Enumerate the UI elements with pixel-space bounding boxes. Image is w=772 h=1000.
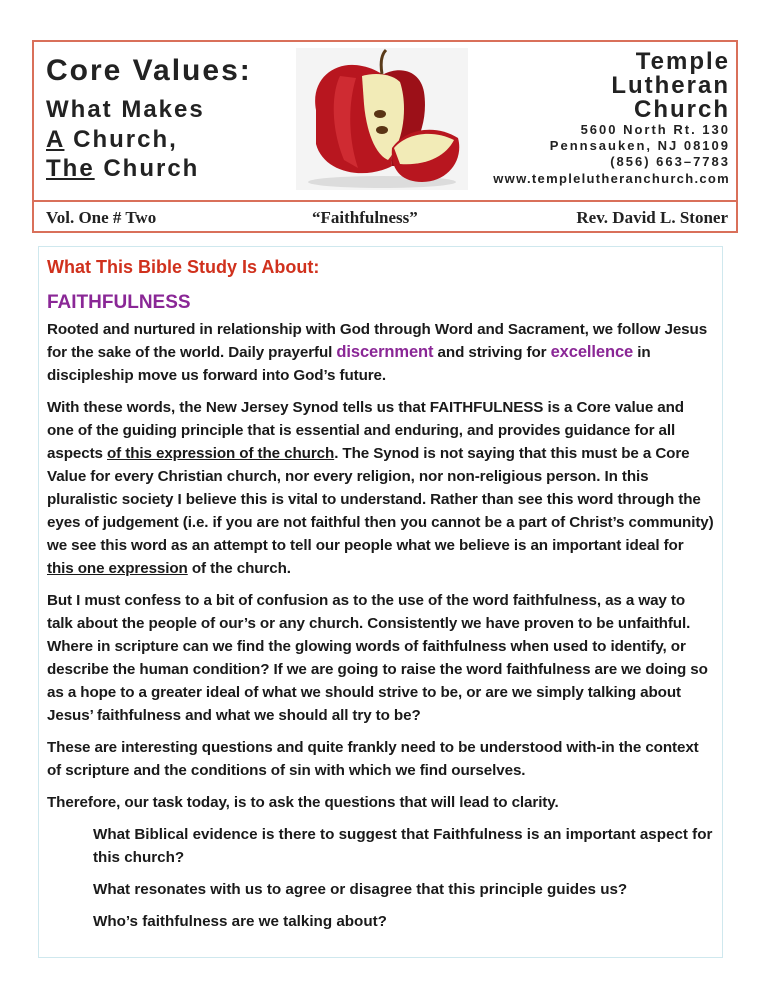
paragraph-questions-intro: These are interesting questions and quite frankly need to be understood with-in the context of scripture and the conditions of sin with which we find ourselves. [47,739,699,779]
church-name [611,50,730,122]
header-top [34,42,736,202]
subtitle-line3-rest: Church [94,155,200,182]
apple-image [296,48,468,190]
paragraph-mission-statement [47,318,714,387]
bible-study-content [38,246,723,958]
subtitle-line2-rest: Church, [64,126,178,153]
series-subtitle-line2 [46,126,178,154]
church-name-line3: Church [634,96,730,123]
study-question: Who’s faithfulness are we talking about? [93,913,387,930]
street-address: 5600 North Rt. 130 [580,122,730,137]
underlined-word-a: A [46,126,65,153]
paragraph-text: With these words, the New Jersey Synod tells us that FAITHFULNESS is a Core value and one of the guiding principle that is essential and enduring, and provides guidance for all aspects [47,399,684,462]
keyword-discernment: discernment [336,343,434,361]
paragraph-text: Rooted and nurtured in relationship with God through Word and Sacrament, we follow Jesus for the sake of the world. Daily prayerful [47,321,708,361]
section-heading: What This Bible Study Is About: [47,257,320,277]
paragraph-task: Therefore, our task today, is to ask the questions that will lead to clarity. [47,794,559,811]
section-subheading: FAITHFULNESS [47,292,191,313]
apple-illustration [296,48,468,190]
city-state-zip: Pennsauken, NJ 08109 [549,138,730,153]
church-name-line1: Temple [635,48,730,75]
study-question: What Biblical evidence is there to suggest that Faithfulness is an important aspect for this church? [93,826,713,866]
church-name-line2: Lutheran [611,72,730,99]
keyword-excellence: excellence [550,343,634,361]
header-info-bar [34,202,736,233]
underlined-word-the: The [46,155,95,182]
paragraph-synod [47,396,714,580]
study-question: What resonates with us to agree or disagree that this principle guides us? [93,881,628,898]
author-name: Rev. David L. Stoner [576,208,728,227]
paragraph-text: of the church. [187,560,291,577]
website-link[interactable]: www.templelutheranchurch.com [493,171,730,186]
underlined-phrase: this one expression [47,560,188,577]
issue-theme: “Faithfulness” [312,208,418,227]
paragraph-confusion: But I must confess to a bit of confusion as to the use of the word faithfulness, as a way to talk about the people of our’s or any church. Consistently we have proven to be unfaithful. Where in scripture can we find the glowing words of faithfulness when used to identify, or describe the human condition? If we are going to raise the word faithfulness are we doing so as a hope to a greater ideal of what we should strive to be, or are we simply talking about Jesus’ faithfulness and what we should all try to be? [47,592,708,724]
newsletter-header [32,40,738,233]
phone-number: (856) 663–7783 [610,154,730,169]
volume-number: Vol. One # Two [46,208,157,227]
series-subtitle-line1: What Makes [46,96,205,123]
paragraph-text: and striving for [433,344,551,361]
paragraph-text: . The Synod is not saying that this must be a Core Value for every Christian church, nor every religion, nor non-religious person. In this pluralistic society I believe this is vital to understand. Rather than see this word through the eyes of judgement (i.e. if you are not faithful then you cannot be a part of Christ’s community) we see this word as an attempt to tell our people what we believe is an important ideal for [47,445,714,554]
series-subtitle-line3 [46,155,199,183]
underlined-phrase: of this expression of the church [107,445,335,462]
paragraph-text: in discipleship move us forward into God’s future. [47,344,651,384]
series-title: Core Values: [46,54,252,87]
